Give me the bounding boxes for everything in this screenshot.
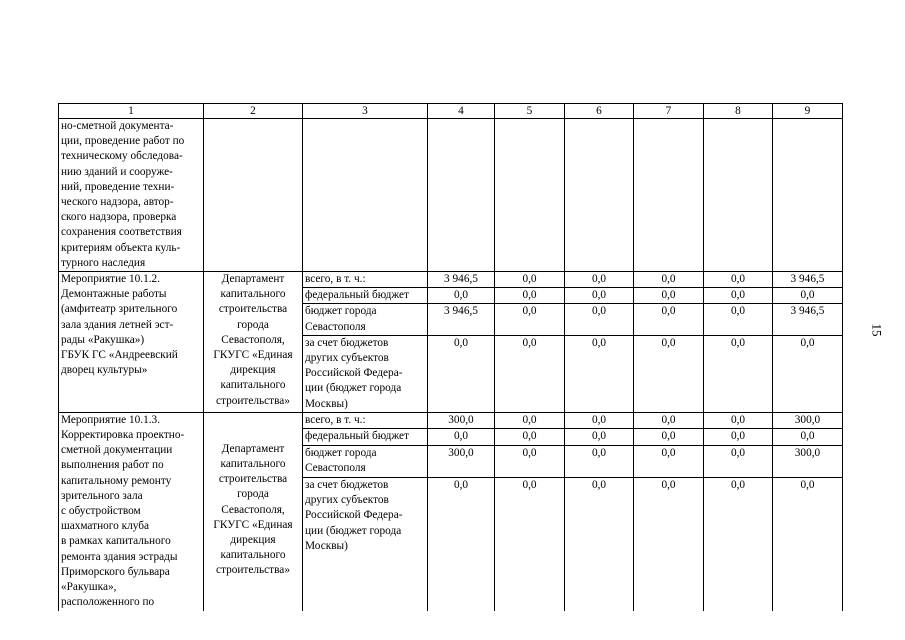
value-cell: 0,0 [704,478,773,611]
value-cell: 300,0 [428,412,495,429]
value-cell: 0,0 [704,445,773,477]
continuation-row [59,119,843,272]
value-cell: 3 946,5 [773,272,843,288]
event-executor: Департамент капитального строительства города Севастополя, ГКУГС «Единая дирекция капитального строительства» [204,272,303,413]
event-description: Мероприятие 10.1.3. Корректировка проектно- сметной документации выполнения работ по капитальному ремонту зрительного зала с обустройством шахматного клуба в рамках капитального ремонта здания эстрады Приморского бульвара «Ракушка», расположенного по [59,412,204,610]
value-cell: 0,0 [704,304,773,335]
value-cell: 0,0 [704,335,773,412]
funding-label: за счет бюджетов других субъектов Российской Федера- ции (бюджет города Москвы) [303,478,428,611]
value-cell: 0,0 [773,478,843,611]
value-cell: 0,0 [704,429,773,446]
header-cell: 5 [495,104,565,119]
funding-label: за счет бюджетов других субъектов Российской Федера- ции (бюджет города Москвы) [303,335,428,412]
funding-label: всего, в т. ч.: [303,412,428,429]
value-cell: 0,0 [495,272,565,288]
value-cell: 0,0 [495,288,565,304]
value-cell: 0,0 [495,412,565,429]
funding-label: федеральный бюджет [303,288,428,304]
value-cell: 0,0 [704,412,773,429]
table-row [59,412,843,429]
header-cell: 1 [59,104,204,119]
header-cell: 2 [204,104,303,119]
value-cell: 300,0 [773,412,843,429]
value-cell: 0,0 [428,478,495,611]
event-description: Мероприятие 10.1.2. Демонтажные работы (амфитеатр зрительного зала здания летней эст- рады «Ракушка») ГБУК ГС «Андреевский дворец культуры» [59,272,204,413]
funding-label: бюджет города Севастополя [303,445,428,477]
value-cell: 0,0 [773,335,843,412]
value-cell: 0,0 [495,445,565,477]
page-number: 15 [869,323,885,337]
value-cell: 0,0 [634,445,704,477]
header-cell: 3 [303,104,428,119]
value-cell: 0,0 [565,445,634,477]
value-cell: 0,0 [634,478,704,611]
value-cell: 0,0 [773,429,843,446]
value-cell: 0,0 [565,478,634,611]
value-cell: 0,0 [704,272,773,288]
value-cell: 0,0 [565,335,634,412]
continuation-description: но-сметной документа- ции, проведение работ по техническому обследова- нию зданий и сооруже- ний, проведение техни- ческого надзора, автор- ского надзора, проверка сохранения соответствия критериям объекта куль- турного наследия [59,119,204,272]
value-cell: 300,0 [428,445,495,477]
value-cell: 0,0 [704,288,773,304]
value-cell: 3 946,5 [428,304,495,335]
value-cell: 3 946,5 [773,304,843,335]
value-cell: 0,0 [428,429,495,446]
event-executor-text: Департамент капитального строительства города Севастополя, ГКУГС «Единая дирекция капитального строительства» [213,442,293,577]
funding-label: бюджет города Севастополя [303,304,428,335]
value-cell: 0,0 [428,335,495,412]
header-cell: 6 [565,104,634,119]
value-cell: 0,0 [565,288,634,304]
header-cell: 4 [428,104,495,119]
value-cell: 3 946,5 [428,272,495,288]
value-cell: 0,0 [495,478,565,611]
value-cell: 0,0 [634,335,704,412]
value-cell: 0,0 [565,412,634,429]
value-cell: 0,0 [495,335,565,412]
value-cell: 0,0 [565,304,634,335]
value-cell: 0,0 [495,429,565,446]
value-cell: 0,0 [634,304,704,335]
value-cell: 0,0 [565,272,634,288]
value-cell: 300,0 [773,445,843,477]
funding-label: федеральный бюджет [303,429,428,446]
value-cell: 0,0 [428,288,495,304]
value-cell: 0,0 [634,412,704,429]
header-cell: 8 [704,104,773,119]
header-row [59,104,843,119]
value-cell: 0,0 [565,429,634,446]
header-cell: 9 [773,104,843,119]
value-cell: 0,0 [634,288,704,304]
funding-label: всего, в т. ч.: [303,272,428,288]
table-row [59,272,843,288]
event-executor [204,412,303,610]
value-cell: 0,0 [634,272,704,288]
budget-table [58,103,843,611]
value-cell: 0,0 [634,429,704,446]
header-cell: 7 [634,104,704,119]
value-cell: 0,0 [495,304,565,335]
value-cell: 0,0 [773,288,843,304]
